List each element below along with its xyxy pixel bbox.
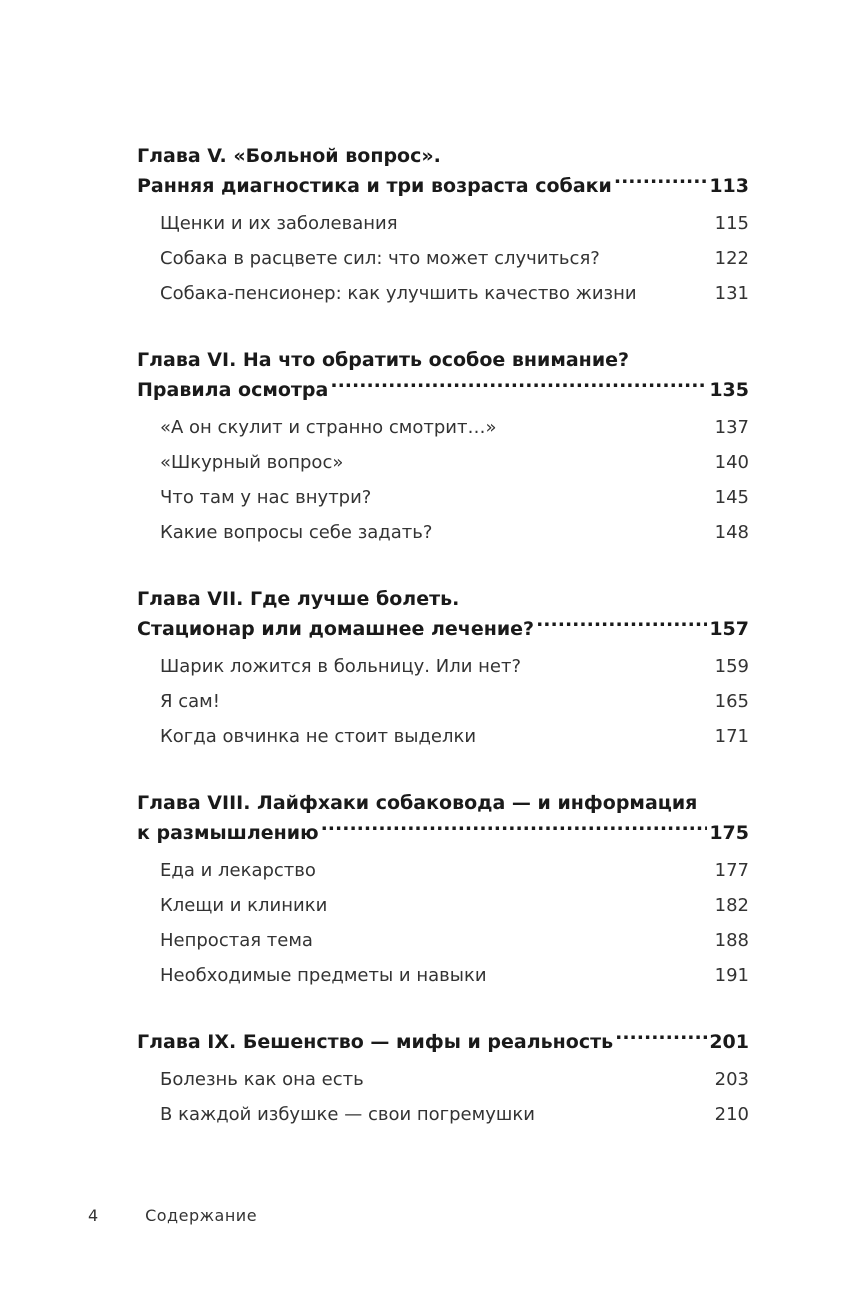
section-page-number: 203 <box>714 1069 749 1090</box>
dot-leader <box>330 377 707 396</box>
toc-entry <box>160 853 749 888</box>
table-of-contents <box>137 141 749 1166</box>
toc-entry <box>160 684 749 719</box>
section-title: Когда овчинка не стоит выделки <box>160 726 477 747</box>
running-title: Содержание <box>145 1206 258 1225</box>
chapter-title-line: Ранняя диагностика и три возраста собаки <box>137 175 612 197</box>
section-title: Непростая тема <box>160 930 313 951</box>
dot-leader <box>318 864 713 876</box>
section-title: Еда и лекарство <box>160 860 316 881</box>
chapter-page-number: 135 <box>709 379 749 401</box>
chapter-title-line: Правила осмотра <box>137 379 329 401</box>
section-page-number: 145 <box>714 487 749 508</box>
section-page-number: 115 <box>714 213 749 234</box>
section-title: Щенки и их заболевания <box>160 213 398 234</box>
toc-chapter-8 <box>137 788 749 993</box>
chapter-entry-row <box>137 614 749 644</box>
toc-entry <box>160 410 749 445</box>
chapter-title <box>137 1027 749 1057</box>
chapter-entry-row <box>137 818 749 848</box>
toc-chapter-9 <box>137 1027 749 1132</box>
chapter-page-number: 157 <box>709 618 749 640</box>
chapter-title-line: Глава VII. Где лучше болеть. <box>137 588 460 610</box>
section-page-number: 188 <box>714 930 749 951</box>
chapter-entry-row <box>137 1027 749 1057</box>
dot-leader <box>499 421 713 433</box>
section-list <box>137 853 749 993</box>
chapter-title <box>137 788 749 848</box>
section-title: «Шкурный вопрос» <box>160 452 344 473</box>
dot-leader <box>373 491 712 503</box>
section-page-number: 210 <box>714 1104 749 1125</box>
section-title: «А он скулит и странно смотрит…» <box>160 417 497 438</box>
chapter-title <box>137 345 749 405</box>
dot-leader <box>537 1108 713 1120</box>
dot-leader <box>615 1029 707 1048</box>
toc-entry <box>160 649 749 684</box>
toc-entry <box>160 958 749 993</box>
section-title: Что там у нас внутри? <box>160 487 372 508</box>
chapter-title-line: Глава V. «Больной вопрос». <box>137 145 441 167</box>
toc-entry <box>160 445 749 480</box>
page-footer <box>88 1206 257 1225</box>
chapter-page-number: 175 <box>709 822 749 844</box>
dot-leader <box>478 730 713 742</box>
section-list <box>137 649 749 754</box>
section-list <box>137 1062 749 1132</box>
dot-leader <box>602 252 713 264</box>
section-page-number: 177 <box>714 860 749 881</box>
chapter-page-number: 113 <box>709 175 749 197</box>
section-title: Шарик ложится в больницу. Или нет? <box>160 656 522 677</box>
footer-page-number: 4 <box>88 1206 99 1225</box>
dot-leader <box>489 969 713 981</box>
chapter-title-line: Глава VIII. Лайфхаки собаковода — и информация <box>137 792 698 814</box>
dot-leader <box>345 456 712 468</box>
dot-leader <box>400 217 713 229</box>
section-list <box>137 206 749 311</box>
toc-entry <box>160 206 749 241</box>
chapter-title-line: Стационар или домашнее лечение? <box>137 618 535 640</box>
section-page-number: 137 <box>714 417 749 438</box>
dot-leader <box>321 820 708 839</box>
section-page-number: 171 <box>714 726 749 747</box>
section-title: Я сам! <box>160 691 220 712</box>
chapter-title-line: Глава VI. На что обратить особое внимание? <box>137 349 630 371</box>
toc-entry <box>160 923 749 958</box>
dot-leader <box>523 660 713 672</box>
toc-entry <box>160 1097 749 1132</box>
chapter-page-number: 201 <box>709 1031 749 1053</box>
chapter-title-line: Глава IX. Бешенство — мифы и реальность <box>137 1031 614 1053</box>
toc-chapter-5 <box>137 141 749 311</box>
toc-chapter-6 <box>137 345 749 550</box>
toc-entry <box>160 241 749 276</box>
toc-entry <box>160 1062 749 1097</box>
toc-entry <box>160 719 749 754</box>
toc-entry <box>160 888 749 923</box>
section-title: Болезнь как она есть <box>160 1069 364 1090</box>
section-title: Необходимые предметы и навыки <box>160 965 487 986</box>
section-page-number: 182 <box>714 895 749 916</box>
toc-chapter-7 <box>137 584 749 754</box>
toc-entry <box>160 276 749 311</box>
dot-leader <box>639 287 713 299</box>
chapter-title <box>137 584 749 644</box>
chapter-entry-row <box>137 171 749 201</box>
chapter-title-line: к размышлению <box>137 822 319 844</box>
dot-leader <box>222 695 713 707</box>
section-title: Собака в расцвете сил: что может случиться? <box>160 248 600 269</box>
section-title: В каждой избушке — свои погремушки <box>160 1104 535 1125</box>
section-page-number: 165 <box>714 691 749 712</box>
section-page-number: 131 <box>714 283 749 304</box>
section-page-number: 122 <box>714 248 749 269</box>
section-page-number: 159 <box>714 656 749 677</box>
dot-leader <box>366 1073 713 1085</box>
chapter-title <box>137 141 749 201</box>
section-title: Какие вопросы себе задать? <box>160 522 433 543</box>
section-page-number: 191 <box>714 965 749 986</box>
toc-entry <box>160 480 749 515</box>
dot-leader <box>329 899 712 911</box>
section-page-number: 140 <box>714 452 749 473</box>
section-page-number: 148 <box>714 522 749 543</box>
section-list <box>137 410 749 550</box>
dot-leader <box>434 526 712 538</box>
section-title: Собака-пенсионер: как улучшить качество жизни <box>160 283 637 304</box>
chapter-entry-row <box>137 375 749 405</box>
section-title: Клещи и клиники <box>160 895 328 916</box>
toc-entry <box>160 515 749 550</box>
dot-leader <box>614 173 707 192</box>
dot-leader <box>536 616 707 635</box>
dot-leader <box>315 934 713 946</box>
